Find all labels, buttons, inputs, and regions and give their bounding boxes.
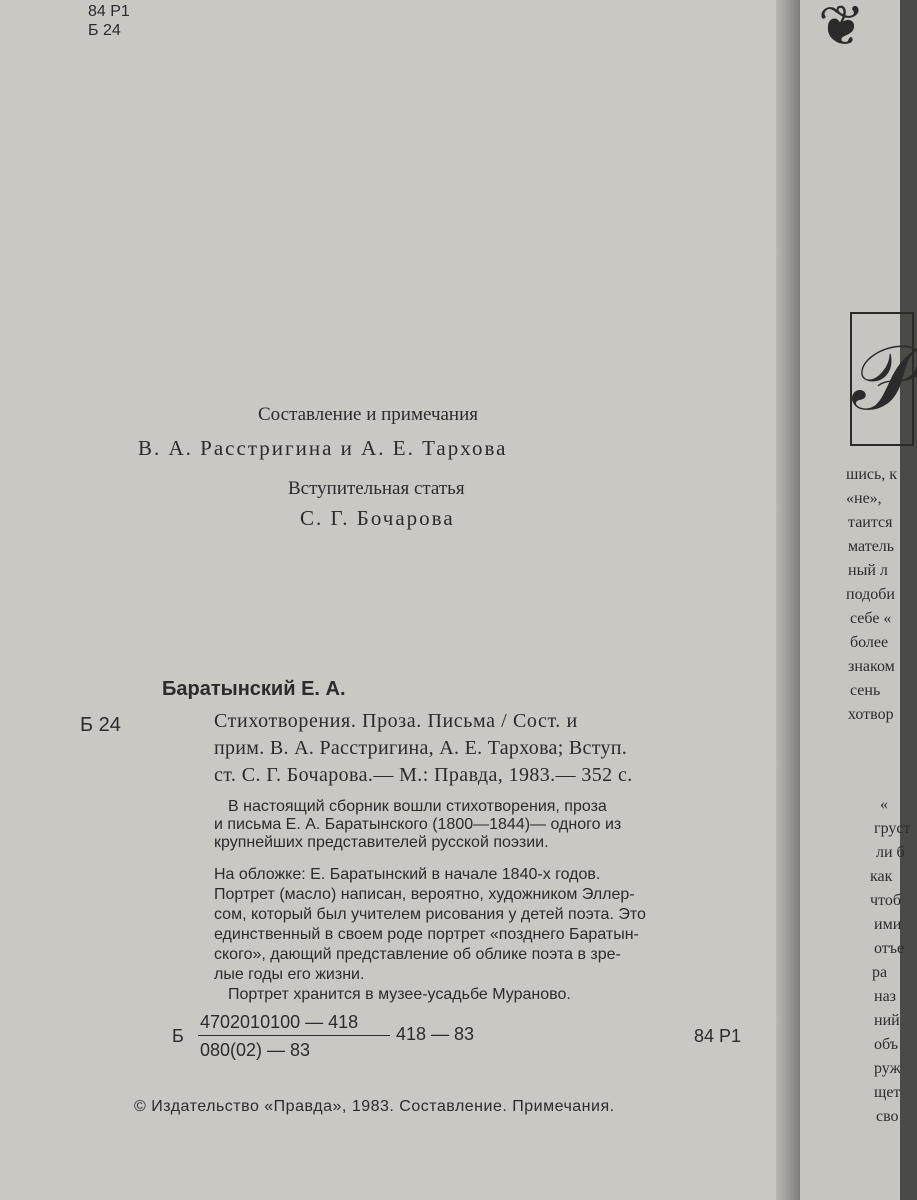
facing-line: ний [874, 1012, 900, 1029]
initial-letter-icon: 𝒫 [850, 312, 914, 446]
cover-line: На обложке: Е. Баратынский в начале 1840-х годов. [214, 866, 601, 883]
cover-line: сом, который был учителем рисования у детей поэта. Это [214, 906, 646, 923]
annotation-line: крупнейших представителей русской поэзии. [214, 834, 549, 851]
class-index-top: 84 Р1 [88, 3, 130, 20]
facing-line: груст [874, 820, 911, 837]
fraction-rule [198, 1035, 390, 1036]
facing-line: более [850, 634, 889, 651]
facing-line: как [870, 868, 893, 885]
record-line: Стихотворения. Проза. Письма / Сост. и [214, 710, 578, 732]
facing-line: подоби [846, 586, 895, 603]
facing-line: объ [874, 1036, 899, 1053]
intro-author: С. Г. Бочарова [300, 506, 455, 530]
compiled-label: Составление и примечания [258, 404, 479, 425]
cover-line: ского», дающий представление об облике поэта в зре- [214, 946, 621, 963]
copyright-line: © Издательство «Правда», 1983. Составление. Примечания. [134, 1098, 615, 1115]
facing-line: « [880, 796, 888, 813]
cover-line: Портрет (масло) написан, вероятно, художником Эллер- [214, 886, 635, 903]
facing-line: матель [848, 538, 895, 555]
facing-line: сень [850, 682, 881, 699]
facing-line: ра [872, 964, 888, 981]
facing-line: ими [874, 916, 902, 933]
museum-line: Портрет хранится в музее-усадьбе Мураново. [228, 986, 571, 1003]
annotation-line: В настоящий сборник вошли стихотворения, проза [228, 798, 607, 815]
facing-line: таится [848, 514, 893, 531]
code-numerator: 4702010100 — 418 [200, 1012, 359, 1032]
intro-label: Вступительная статья [288, 478, 465, 499]
compilers: В. А. Расстригина и А. Е. Тархова [138, 436, 508, 460]
record-line: ст. С. Г. Бочарова.— М.: Правда, 1983.— 352 с. [214, 764, 633, 786]
cover-line: единственный в своем роде портрет «позднего Баратын- [214, 926, 639, 943]
facing-line: «не», [846, 490, 882, 507]
facing-line: хотвор [848, 706, 894, 723]
annotation-line: и письма Е. А. Баратынского (1800—1844)— одного из [214, 816, 622, 833]
facing-line: наз [874, 988, 896, 1005]
facing-line: щет [874, 1084, 901, 1101]
facing-line: сво [876, 1108, 899, 1125]
catalog-author-mark: Б 24 [80, 714, 121, 736]
facing-page [800, 0, 917, 1200]
code-index: 84 Р1 [694, 1026, 742, 1046]
facing-line: шись, к [846, 466, 898, 483]
ornament-icon: ❦ [818, 0, 865, 59]
author-mark-top: Б 24 [88, 22, 121, 39]
facing-line: ный л [848, 562, 888, 579]
cover-line: лые годы его жизни. [214, 966, 365, 983]
catalog-author: Баратынский Е. А. [162, 678, 346, 700]
facing-line: чтоб [870, 892, 901, 909]
facing-line: отъе [874, 940, 905, 957]
code-denominator: 080(02) — 83 [200, 1040, 311, 1060]
facing-line: знаком [848, 658, 895, 675]
facing-line: ли б [876, 844, 905, 861]
facing-line: руж [874, 1060, 901, 1077]
record-line: прим. В. А. Расстригина, А. Е. Тархова; Вступ. [214, 737, 628, 759]
code-letter: Б [172, 1026, 184, 1046]
code-order: 418 — 83 [396, 1024, 475, 1044]
facing-line: себе « [850, 610, 892, 627]
